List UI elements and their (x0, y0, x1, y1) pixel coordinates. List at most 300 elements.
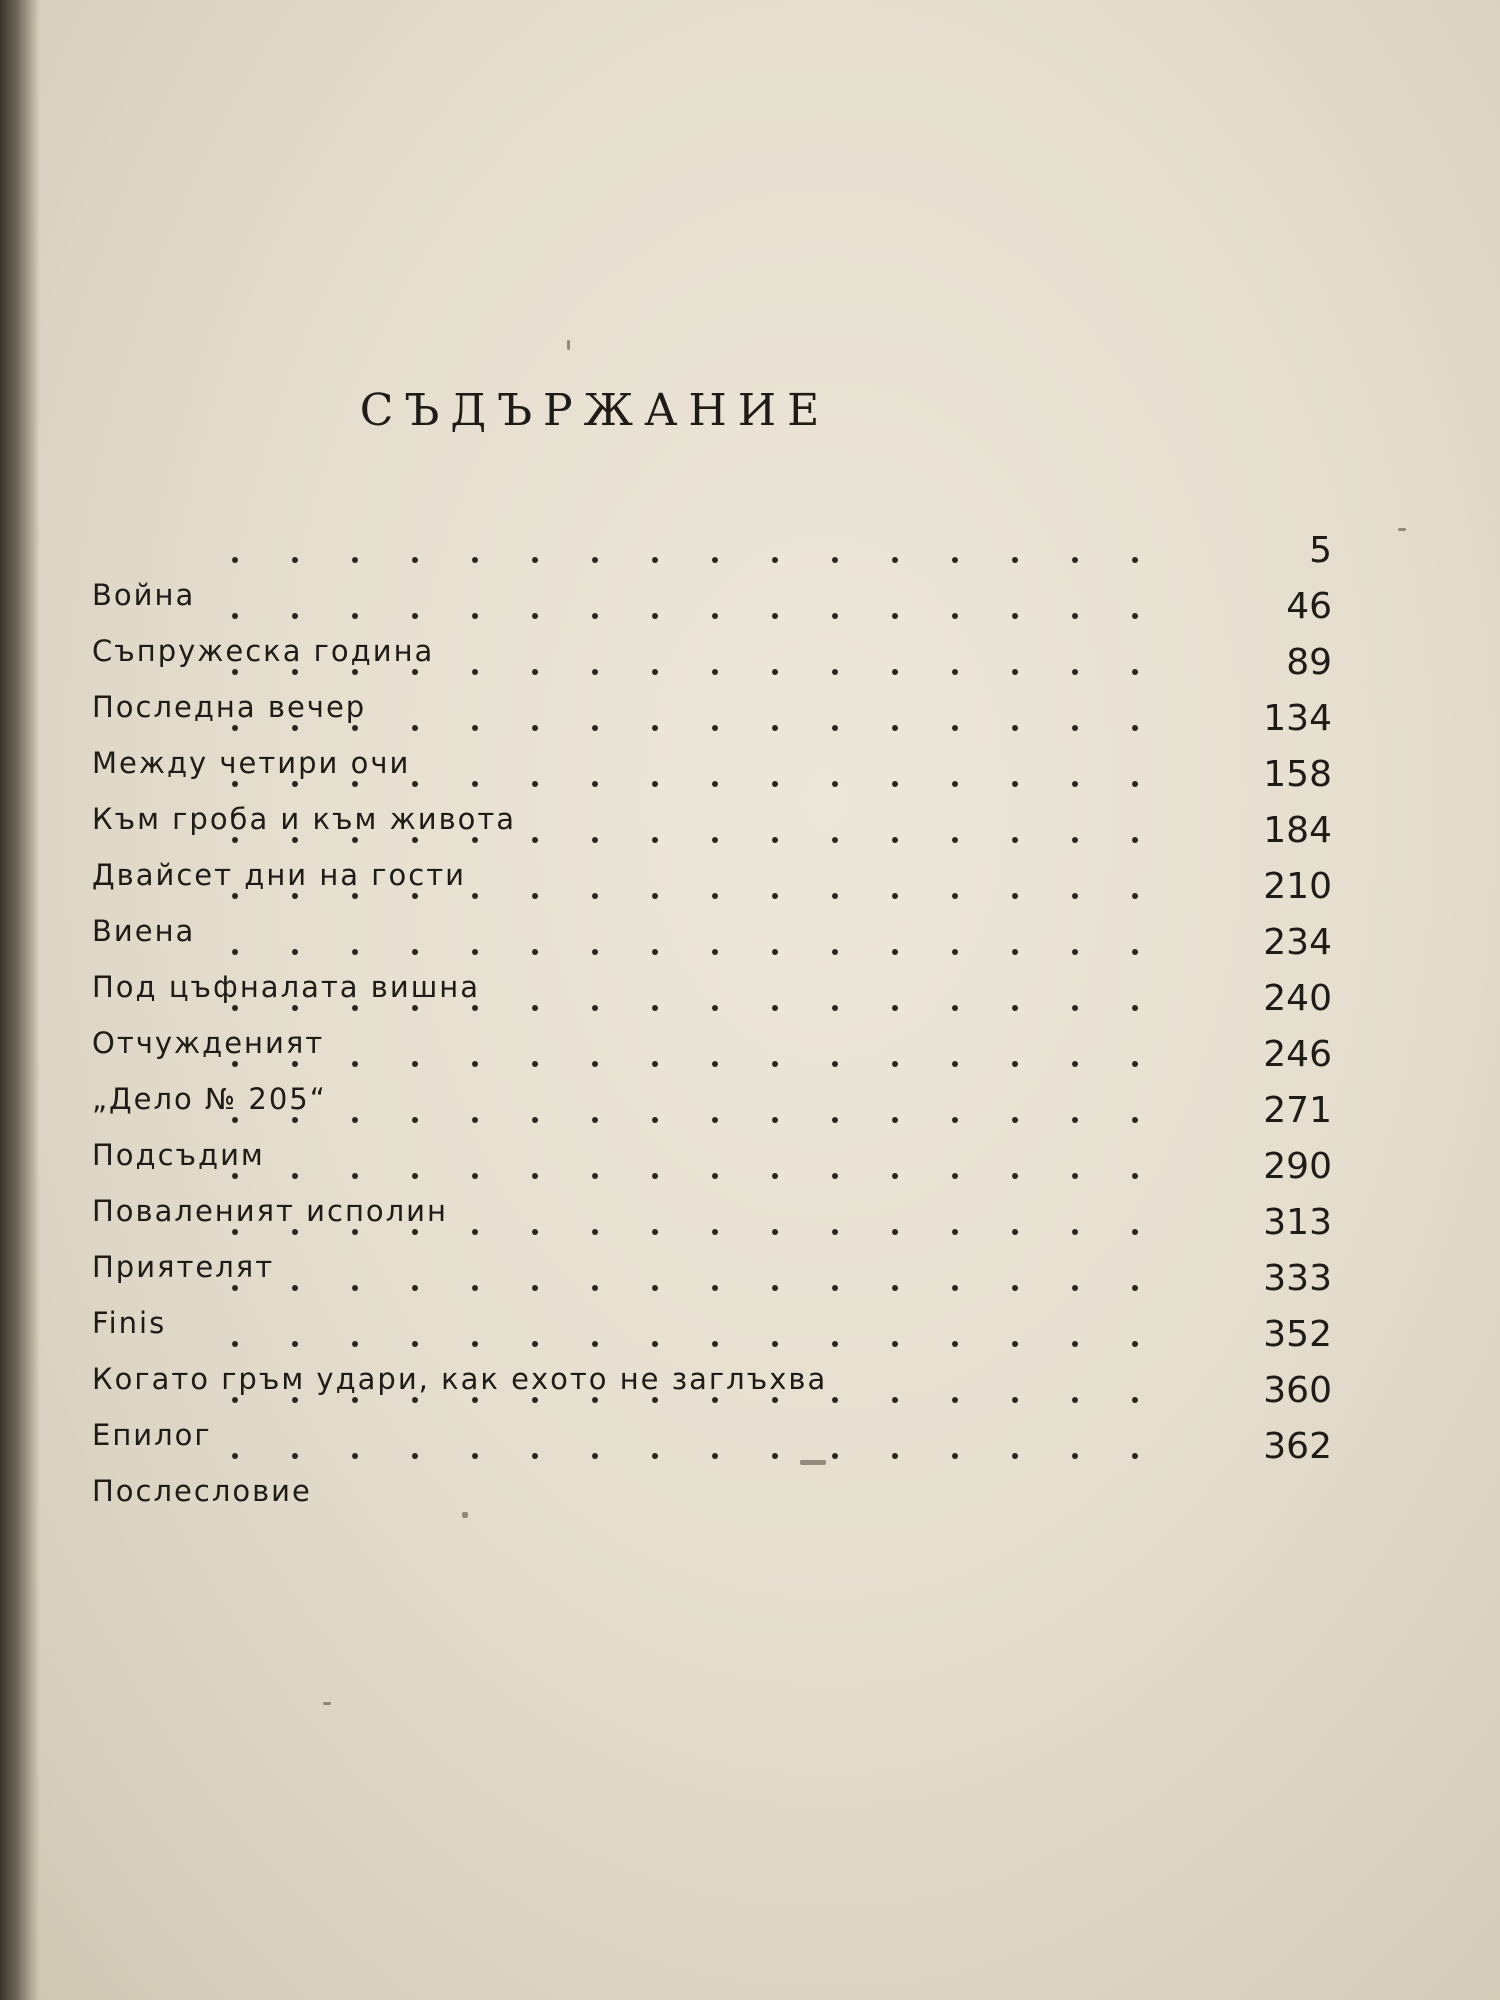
leader-dot (952, 669, 958, 675)
leader-dot (412, 725, 418, 731)
leader-dot (832, 893, 838, 899)
leader-dot (352, 1229, 358, 1235)
leader-dot (1072, 781, 1078, 787)
leader-dots (92, 1002, 1204, 1014)
leader-dot (352, 1285, 358, 1291)
leader-dot (712, 893, 718, 899)
leader-dot (592, 1229, 598, 1235)
leader-dot (832, 781, 838, 787)
leader-dot (1072, 613, 1078, 619)
leader-dot (1132, 725, 1138, 731)
leader-dot (412, 669, 418, 675)
toc-entry-title: Към гроба и към живота (92, 802, 517, 836)
leader-dot (232, 613, 238, 619)
leader-dot (712, 1061, 718, 1067)
leader-dot (292, 1173, 298, 1179)
leader-dot (712, 725, 718, 731)
leader-dot (232, 781, 238, 787)
leader-dot (532, 893, 538, 899)
toc-entry-page: 158 (1263, 754, 1332, 795)
leader-dot (892, 1341, 898, 1347)
leader-dot (352, 669, 358, 675)
leader-dot (292, 837, 298, 843)
leader-dot (772, 1117, 778, 1123)
leader-dot (652, 1453, 658, 1459)
leader-dot (292, 1285, 298, 1291)
toc-entry-page: 362 (1263, 1426, 1332, 1467)
leader-dot (592, 613, 598, 619)
leader-dot (592, 1005, 598, 1011)
leader-dot (472, 1341, 478, 1347)
leader-dot (592, 837, 598, 843)
leader-dot (1072, 1341, 1078, 1347)
leader-dot (592, 1061, 598, 1067)
leader-dot (1012, 725, 1018, 731)
leader-dot (412, 781, 418, 787)
leader-dot (412, 557, 418, 563)
leader-dot (1072, 1285, 1078, 1291)
toc-entry-page: 240 (1263, 978, 1332, 1019)
leader-dots (92, 1170, 1204, 1182)
leader-dot (652, 1285, 658, 1291)
leader-dot (1012, 781, 1018, 787)
paper-speck (462, 1512, 468, 1518)
leader-dot (532, 1397, 538, 1403)
leader-dot (772, 1005, 778, 1011)
leader-dot (952, 557, 958, 563)
toc-entry-page: 184 (1263, 810, 1332, 851)
leader-dot (892, 725, 898, 731)
leader-dot (292, 613, 298, 619)
leader-dot (472, 1229, 478, 1235)
leader-dot (592, 781, 598, 787)
toc-entry-title: Когато гръм удари, как ехото не заглъхва (92, 1362, 828, 1396)
leader-dot (352, 1173, 358, 1179)
leader-dot (652, 669, 658, 675)
leader-dot (952, 893, 958, 899)
leader-dot (1012, 1173, 1018, 1179)
leader-dot (352, 781, 358, 787)
leader-dot (1012, 837, 1018, 843)
leader-dot (892, 1229, 898, 1235)
leader-dot (472, 1397, 478, 1403)
leader-dot (352, 1061, 358, 1067)
leader-dot (532, 1005, 538, 1011)
leader-dot (1132, 669, 1138, 675)
leader-dot (652, 837, 658, 843)
leader-dot (532, 1117, 538, 1123)
leader-dot (952, 1117, 958, 1123)
table-of-contents (92, 530, 1332, 1508)
leader-dot (292, 1341, 298, 1347)
leader-dot (952, 1453, 958, 1459)
leader-dot (1132, 1341, 1138, 1347)
leader-dot (712, 613, 718, 619)
leader-dot (652, 1341, 658, 1347)
leader-dot (292, 1453, 298, 1459)
leader-dot (472, 1117, 478, 1123)
leader-dots (92, 1058, 1204, 1070)
leader-dot (352, 1005, 358, 1011)
leader-dots (92, 834, 1204, 846)
leader-dot (832, 1117, 838, 1123)
leader-dot (832, 669, 838, 675)
leader-dot (232, 893, 238, 899)
leader-dot (532, 1453, 538, 1459)
toc-entry-title: Под цъфналата вишна (92, 970, 480, 1004)
leader-dot (712, 1117, 718, 1123)
leader-dot (832, 1005, 838, 1011)
toc-entry-title: Приятелят (92, 1250, 275, 1284)
leader-dot (952, 613, 958, 619)
paper-speck (1398, 528, 1406, 531)
leader-dots (92, 666, 1204, 678)
toc-entry-title: Последна вечер (92, 690, 367, 724)
leader-dots (92, 946, 1204, 958)
leader-dot (352, 893, 358, 899)
leader-dot (472, 893, 478, 899)
leader-dot (772, 1397, 778, 1403)
leader-dot (232, 725, 238, 731)
leader-dot (712, 1453, 718, 1459)
leader-dot (832, 557, 838, 563)
leader-dot (1132, 1005, 1138, 1011)
leader-dot (772, 1453, 778, 1459)
leader-dot (1072, 893, 1078, 899)
leader-dot (472, 1061, 478, 1067)
leader-dot (1072, 1117, 1078, 1123)
leader-dot (652, 949, 658, 955)
toc-entry-page: 313 (1263, 1202, 1332, 1243)
leader-dot (1132, 1173, 1138, 1179)
leader-dot (712, 1285, 718, 1291)
leader-dot (232, 1005, 238, 1011)
leader-dot (892, 1397, 898, 1403)
toc-entry-page: 210 (1263, 866, 1332, 907)
leader-dot (232, 1285, 238, 1291)
leader-dot (892, 557, 898, 563)
leader-dot (1072, 949, 1078, 955)
leader-dot (592, 1453, 598, 1459)
leader-dot (592, 1285, 598, 1291)
leader-dot (412, 1117, 418, 1123)
leader-dot (1012, 1285, 1018, 1291)
leader-dot (412, 837, 418, 843)
leader-dot (1072, 669, 1078, 675)
leader-dot (712, 669, 718, 675)
leader-dot (1072, 1173, 1078, 1179)
leader-dot (1012, 1229, 1018, 1235)
leader-dot (592, 725, 598, 731)
toc-entry-page: 89 (1286, 642, 1332, 683)
leader-dot (652, 1173, 658, 1179)
leader-dots (92, 554, 1204, 566)
toc-entry-page: 246 (1263, 1034, 1332, 1075)
leader-dot (1132, 1229, 1138, 1235)
leader-dot (1072, 1453, 1078, 1459)
leader-dot (832, 1061, 838, 1067)
toc-entry-page: 360 (1263, 1370, 1332, 1411)
leader-dot (652, 725, 658, 731)
leader-dot (232, 1173, 238, 1179)
leader-dots (92, 1226, 1204, 1238)
leader-dot (472, 949, 478, 955)
leader-dot (772, 669, 778, 675)
leader-dot (352, 1397, 358, 1403)
leader-dot (1132, 557, 1138, 563)
leader-dot (592, 949, 598, 955)
leader-dot (292, 557, 298, 563)
leader-dot (772, 949, 778, 955)
leader-dot (892, 1285, 898, 1291)
leader-dot (952, 1229, 958, 1235)
leader-dot (592, 1173, 598, 1179)
toc-entry-page: 271 (1263, 1090, 1332, 1131)
leader-dot (772, 557, 778, 563)
leader-dot (1012, 669, 1018, 675)
leader-dot (532, 837, 538, 843)
toc-entry-title: Подсъдим (92, 1138, 265, 1172)
toc-entry-page: 46 (1286, 586, 1332, 627)
leader-dot (292, 1061, 298, 1067)
leader-dot (832, 837, 838, 843)
leader-dot (412, 893, 418, 899)
leader-dot (952, 1173, 958, 1179)
leader-dot (352, 1341, 358, 1347)
leader-dot (1132, 1117, 1138, 1123)
leader-dot (712, 837, 718, 843)
leader-dot (1012, 557, 1018, 563)
leader-dot (652, 1005, 658, 1011)
leader-dots (92, 890, 1204, 902)
leader-dot (592, 1397, 598, 1403)
leader-dot (652, 1229, 658, 1235)
leader-dot (472, 1453, 478, 1459)
leader-dot (472, 1005, 478, 1011)
leader-dot (592, 557, 598, 563)
leader-dot (892, 1173, 898, 1179)
leader-dot (712, 1341, 718, 1347)
leader-dot (412, 1341, 418, 1347)
leader-dot (1012, 1117, 1018, 1123)
leader-dot (412, 1397, 418, 1403)
leader-dot (952, 1005, 958, 1011)
leader-dot (1012, 949, 1018, 955)
leader-dot (292, 893, 298, 899)
leader-dot (772, 1341, 778, 1347)
toc-entry-title: Между четири очи (92, 746, 411, 780)
leader-dot (652, 1061, 658, 1067)
leader-dot (1012, 1061, 1018, 1067)
leader-dot (1132, 613, 1138, 619)
leader-dot (532, 1061, 538, 1067)
leader-dot (352, 557, 358, 563)
leader-dot (292, 781, 298, 787)
leader-dot (412, 1229, 418, 1235)
paper-speck (567, 340, 570, 350)
leader-dot (952, 1397, 958, 1403)
leader-dot (1072, 1061, 1078, 1067)
leader-dot (352, 1453, 358, 1459)
leader-dot (292, 1229, 298, 1235)
leader-dot (472, 669, 478, 675)
leader-dot (892, 1453, 898, 1459)
leader-dot (952, 1061, 958, 1067)
leader-dot (832, 1173, 838, 1179)
paper-speck (323, 1702, 331, 1705)
toc-entry-page: 134 (1263, 698, 1332, 739)
leader-dot (352, 613, 358, 619)
leader-dot (292, 725, 298, 731)
leader-dots (92, 1450, 1204, 1462)
leader-dot (832, 613, 838, 619)
leader-dot (892, 837, 898, 843)
leader-dot (532, 613, 538, 619)
leader-dot (232, 669, 238, 675)
leader-dot (352, 837, 358, 843)
leader-dot (772, 1173, 778, 1179)
leader-dot (532, 557, 538, 563)
leader-dot (892, 893, 898, 899)
leader-dot (412, 1005, 418, 1011)
leader-dot (592, 1341, 598, 1347)
leader-dot (832, 1285, 838, 1291)
leader-dot (232, 1229, 238, 1235)
leader-dot (232, 1117, 238, 1123)
toc-entry-page: 234 (1263, 922, 1332, 963)
leader-dot (1132, 949, 1138, 955)
leader-dot (472, 1173, 478, 1179)
leader-dot (532, 781, 538, 787)
toc-entry-title: „Дело № 205“ (92, 1082, 327, 1116)
leader-dot (772, 837, 778, 843)
leader-dot (652, 1117, 658, 1123)
leader-dot (1012, 613, 1018, 619)
leader-dot (472, 837, 478, 843)
toc-entry-page: 333 (1263, 1258, 1332, 1299)
toc-entry-page: 290 (1263, 1146, 1332, 1187)
leader-dot (232, 837, 238, 843)
paper-speck (800, 1460, 826, 1465)
leader-dot (232, 1341, 238, 1347)
leader-dot (652, 893, 658, 899)
page-binding-edge (0, 0, 40, 2000)
leader-dot (412, 1173, 418, 1179)
leader-dot (772, 725, 778, 731)
toc-entry-title: Finis (92, 1306, 167, 1340)
toc-entry-title: Двайсет дни на гости (92, 858, 466, 892)
leader-dot (892, 1117, 898, 1123)
leader-dot (1072, 1005, 1078, 1011)
leader-dots (92, 610, 1204, 622)
leader-dot (952, 725, 958, 731)
leader-dot (652, 1397, 658, 1403)
leader-dots (92, 1114, 1204, 1126)
leader-dot (352, 725, 358, 731)
leader-dot (1072, 725, 1078, 731)
leader-dot (1012, 1005, 1018, 1011)
leader-dot (352, 1117, 358, 1123)
leader-dot (412, 1061, 418, 1067)
leader-dot (592, 669, 598, 675)
leader-dot (292, 949, 298, 955)
leader-dots (92, 722, 1204, 734)
leader-dot (1012, 1341, 1018, 1347)
leader-dot (1012, 1397, 1018, 1403)
leader-dot (772, 1229, 778, 1235)
toc-entry-title: Поваленият исполин (92, 1194, 448, 1228)
leader-dot (1132, 1453, 1138, 1459)
leader-dot (1132, 781, 1138, 787)
leader-dot (1072, 837, 1078, 843)
leader-dot (292, 669, 298, 675)
leader-dot (652, 781, 658, 787)
contents-heading: СЪДЪРЖАНИЕ (359, 385, 831, 436)
leader-dot (292, 1005, 298, 1011)
leader-dot (532, 725, 538, 731)
leader-dot (892, 613, 898, 619)
leader-dot (652, 557, 658, 563)
leader-dot (952, 1285, 958, 1291)
leader-dot (412, 613, 418, 619)
leader-dot (532, 1285, 538, 1291)
leader-dot (532, 669, 538, 675)
leader-dot (232, 1397, 238, 1403)
leader-dot (1012, 1453, 1018, 1459)
toc-entry-page: 5 (1309, 530, 1332, 571)
leader-dot (772, 781, 778, 787)
leader-dot (292, 1117, 298, 1123)
leader-dot (952, 837, 958, 843)
toc-entry-title: Епилог (92, 1418, 212, 1452)
leader-dot (832, 1341, 838, 1347)
leader-dot (952, 949, 958, 955)
leader-dot (652, 613, 658, 619)
leader-dot (412, 1285, 418, 1291)
leader-dots (92, 1338, 1204, 1350)
leader-dot (772, 613, 778, 619)
leader-dot (832, 1453, 838, 1459)
leader-dots (92, 1282, 1204, 1294)
leader-dot (892, 949, 898, 955)
leader-dot (832, 1397, 838, 1403)
leader-dot (952, 1341, 958, 1347)
leader-dot (592, 893, 598, 899)
leader-dot (712, 781, 718, 787)
leader-dot (232, 949, 238, 955)
leader-dot (1132, 1397, 1138, 1403)
leader-dot (1072, 1229, 1078, 1235)
leader-dot (832, 949, 838, 955)
leader-dot (472, 781, 478, 787)
leader-dot (1072, 557, 1078, 563)
leader-dot (772, 893, 778, 899)
leader-dot (832, 725, 838, 731)
leader-dot (772, 1061, 778, 1067)
leader-dot (892, 1005, 898, 1011)
leader-dot (1132, 1061, 1138, 1067)
leader-dot (712, 557, 718, 563)
leader-dot (532, 1173, 538, 1179)
leader-dot (532, 1229, 538, 1235)
leader-dot (892, 781, 898, 787)
leader-dot (712, 1229, 718, 1235)
leader-dot (532, 1341, 538, 1347)
leader-dot (1132, 837, 1138, 843)
leader-dot (232, 557, 238, 563)
leader-dot (472, 1285, 478, 1291)
leader-dot (1132, 1285, 1138, 1291)
